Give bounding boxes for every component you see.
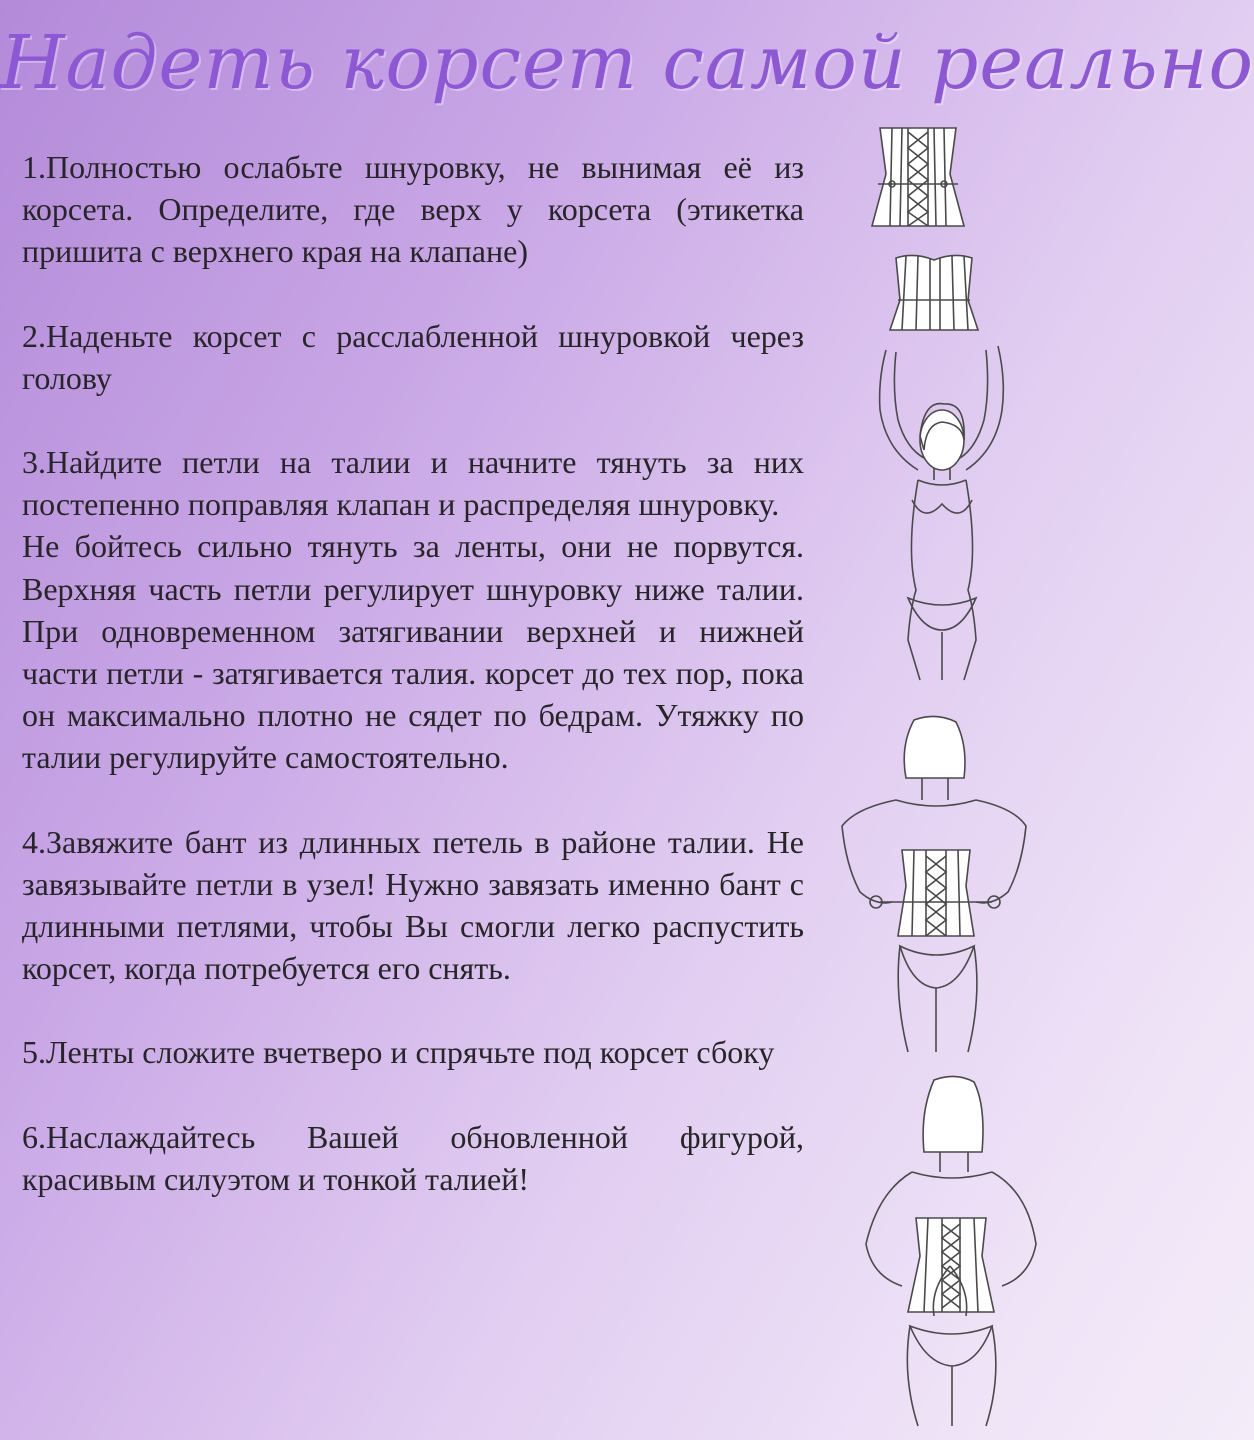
figure-back-tying-illustration bbox=[836, 716, 1032, 1056]
step-2-text: 2.Наденьте корсет с расслабленной шнуровкой через голову bbox=[22, 317, 804, 396]
step-4 bbox=[22, 821, 804, 990]
corset-loosened-illustration bbox=[866, 122, 970, 234]
figure-back-final-illustration bbox=[862, 1076, 1040, 1432]
step-1-text: 1.Полностью ослабьте шнуровку, не вынимая её из корсета. Определите, где верх у корсета (этикетка пришита с верхнего края на клапане) bbox=[22, 149, 804, 270]
figure-arms-raised-illustration bbox=[872, 340, 1012, 700]
step-2 bbox=[22, 315, 804, 399]
step-4-text: 4.Завяжите бант из длинных петель в районе талии. Не завязывайте петли в узел! Нужно завязать именно бант с длинными петлями, чтобы Вы смогли легко распустить корсет, когда потребуется его снять. bbox=[22, 823, 804, 987]
corset-over-head-illustration bbox=[884, 250, 984, 336]
page-title: Надеть корсет самой реально bbox=[0, 20, 1254, 106]
step-5 bbox=[22, 1031, 804, 1073]
step-3-note: Не бойтесь сильно тянуть за ленты, они не порвутся. Верхняя часть петли регулирует шнуровку ниже талии. При одновременном затягивании верхней и нижней части петли - затягивается талия. корсет до тех пор, пока он максимально плотно не сядет по бедрам. Утяжку по талии регулируйте самостоятельно. bbox=[22, 528, 804, 776]
step-6-text: 6.Наслаждайтесь Вашей обновленной фигурой, красивым силуэтом и тонкой талией! bbox=[22, 1118, 804, 1197]
step-5-text: 5.Ленты сложите вчетверо и спрячьте под корсет сбоку bbox=[22, 1034, 775, 1071]
step-1 bbox=[22, 146, 804, 273]
step-3-text: 3.Найдите петли на талии и начните тянуть за них постепенно поправляя клапан и распределяя шнуровку. bbox=[22, 444, 804, 523]
step-3 bbox=[22, 441, 804, 779]
step-6 bbox=[22, 1116, 804, 1200]
instructions-list bbox=[22, 146, 804, 1200]
